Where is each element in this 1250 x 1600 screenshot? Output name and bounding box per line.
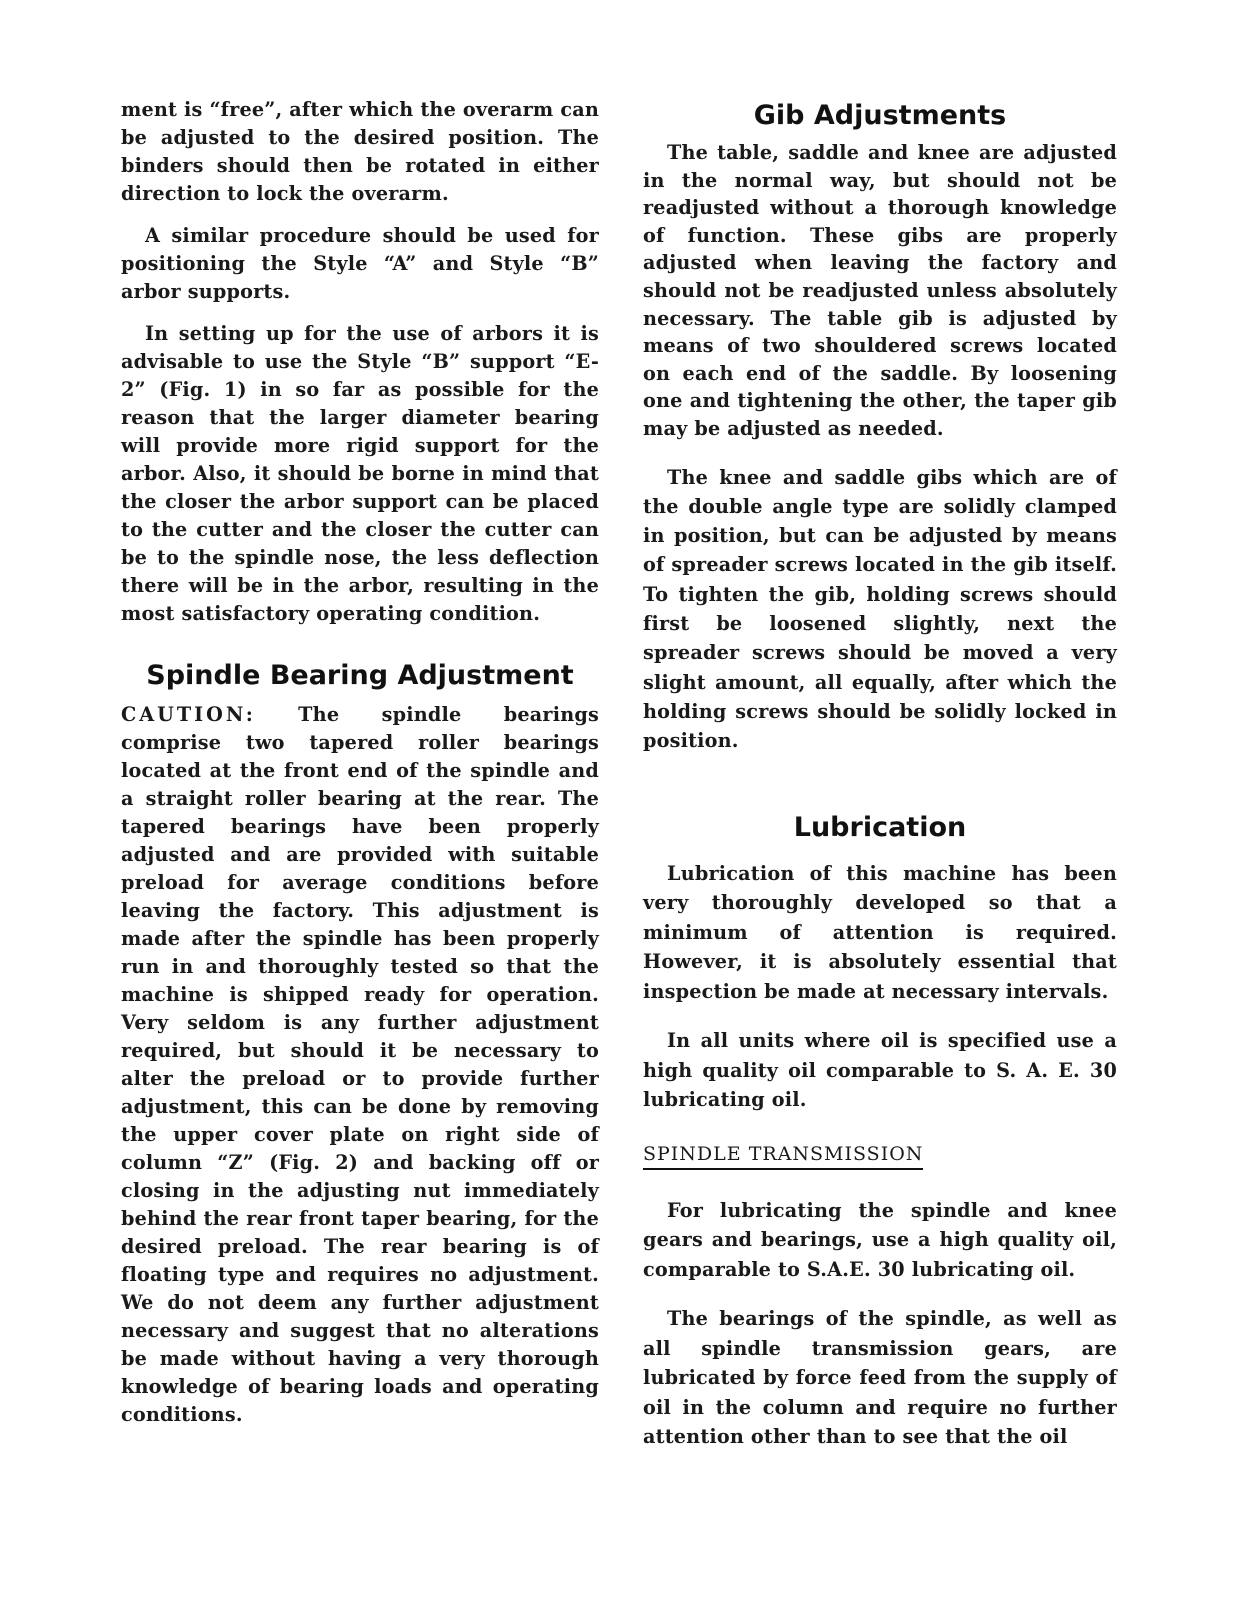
left-column [121, 96, 599, 1443]
heading-spindle-bearing: Spindle Bearing Adjustment [146, 660, 574, 691]
paragraph-oil-spec: In all units where oil is specified use a high quality oil comparable to S. A. E. 30 lubricating oil. [643, 1029, 1117, 1111]
paragraph-spindle-gears: For lubricating the spindle and knee gears and bearings, use a high quality oil, comparable to S.A.E. 30 lubricating oil. [643, 1198, 1117, 1281]
paragraph-lubrication-intro: Lubrication of this machine has been very thoroughly developed so that a minimum of attention is required. However, it is absolutely essential that inspection be made at necessary intervals. [643, 861, 1117, 1003]
heading-lubrication: Lubrication [793, 811, 967, 843]
paragraph-overarm: ment is “free”, after which the overarm can be adjusted to the desired position. The binders should then be rotated in either direction to lock the overarm. [121, 98, 599, 205]
caution-label: CAUTION: [121, 703, 256, 726]
caution-text: The spindle bearings comprise two tapered roller bearings located at the front end of the spindle and a straight roller bearing at the rear. The tapered bearings have been properly adjusted and are provided with suitable preload for average conditions before leaving the factory. This adjustment is made after the spindle has been properly run in and thoroughly tested so that the machine is shipped ready for operation. Very seldom is any further adjustment required, but should it be necessary to alter the preload or to provide further adjustment, this can be done by removing the upper cover plate on right side of column “Z” (Fig. 2) and backing off or closing in the adjusting nut immediately behind the rear front taper bearing, for the desired preload. The rear bearing is of floating type and requires no adjustment. We do not deem any further adjustment necessary and suggest that no alterations be made without having a very thorough knowledge of bearing loads and operating conditions. [121, 703, 599, 1426]
right-column [643, 96, 1117, 1472]
paragraph-arbor-supports: A similar procedure should be used for positioning the Style “A” and Style “B” arbor supports. [121, 224, 599, 303]
paragraph-gib-knee: The knee and saddle gibs which are of the double angle type are solidly clamped in position, but can be adjusted by means of spreader screws located in the gib itself. To tighten the gib, holding screws should first be loosened slightly, next the spreader screws should be moved a very slight amount, all equally, after which the holding screws should be solidly locked in position. [643, 465, 1117, 753]
paragraph-force-feed: The bearings of the spindle, as well as all spindle transmission gears, are lubricated by force feed from the supply of oil in the column and require no further attention other than to see that the oil [643, 1307, 1117, 1448]
paragraph-arbors-setup: In setting up for the use of arbors it is advisable to use the Style “B” support “E-2” (Fig. 1) in so far as possible for the reason that the larger diameter bearing will provide more rigid support for the arbor. Also, it should be borne in mind that the closer the arbor support can be placed to the cutter and the closer the cutter can be to the spindle nose, the less deflection there will be in the arbor, resulting in the most satisfactory operating condition. [121, 322, 599, 625]
heading-gib-adjustments: Gib Adjustments [753, 100, 1007, 131]
paragraph-gib-table: The table, saddle and knee are adjusted in the normal way, but should not be readjusted without a thorough knowledge of function. These gibs are properly adjusted when leaving the factory and should not be readjusted unless absolutely necessary. The table gib is adjusted by means of two shouldered screws located on each end of the saddle. By loosening one and tightening the other, the taper gib may be adjusted as needed. [643, 141, 1117, 440]
paragraph-caution [121, 701, 599, 1429]
subheading-spindle-transmission: SPINDLE TRANSMISSION [643, 1143, 923, 1170]
